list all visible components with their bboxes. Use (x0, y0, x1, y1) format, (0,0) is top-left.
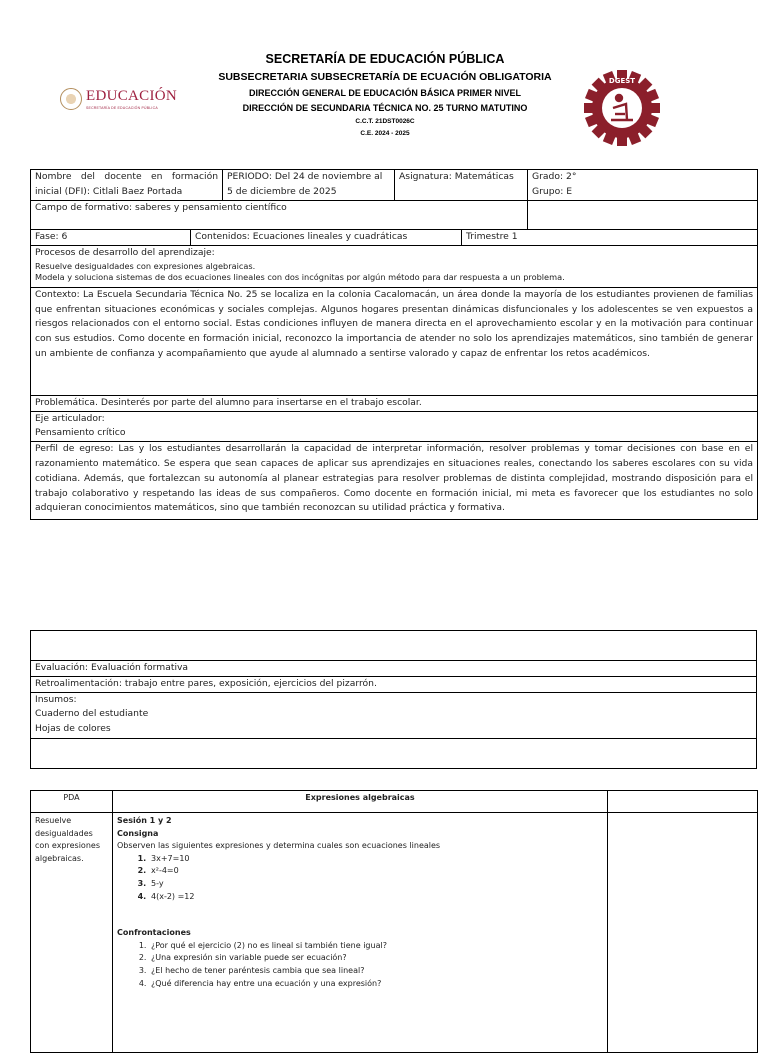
list-item: 2. ¿Una expresión sin variable puede ser ecuación? (149, 952, 603, 965)
empty-row (31, 631, 757, 661)
list-item: 3. ¿El hecho de tener paréntesis cambia que sea lineal? (149, 965, 603, 978)
list-item: 1. 3x+7=10 (149, 853, 603, 866)
session-cell (113, 813, 608, 1053)
expressions-list (117, 853, 603, 903)
sep-logo (56, 84, 178, 118)
pda-table (30, 790, 758, 1053)
session-title: Sesión 1 y 2 (117, 816, 172, 825)
consigna-title: Consigna (117, 828, 159, 838)
list-item: 4. 4(x-2) =12 (149, 891, 603, 904)
group-text: Grupo: E (532, 185, 573, 197)
header-line-1: SECRETARÍA DE EDUCACIÓN PÚBLICA (265, 52, 505, 66)
learning-process-2: Modela y soluciona sistemas de dos ecuaciones lineales con dos incógnitas por algún método para dar respuesta a un problema. (35, 272, 565, 283)
input-item: Cuaderno del estudiante (35, 708, 149, 720)
feedback-cell: Retroalimentación: trabajo entre pares, exposición, ejercicios del pizarrón. (31, 676, 757, 692)
teacher-name-cell: Nombre del docente en formación inicial (DFI): Citlali Baez Portada (31, 170, 223, 201)
empty-header (608, 791, 758, 813)
header-line-3: DIRECCIÓN GENERAL DE EDUCACIÓN BÁSICA PRIMER NIVEL (248, 88, 522, 98)
confrontations-title: Confrontaciones (117, 928, 191, 938)
graduate-profile-cell: Perfil de egreso: Las y los estudiantes desarrollarán la capacidad de interpretar información, resolver problemas y tomar decisiones con base en el razonamiento matemático. Se espera que sean capaces de aplicar sus aprendizajes en situaciones reales, conectando los saberes escolares con su vida cotidiana. Además, que fortalezcan su autonomía al planear estrategias para resolver problemas de distinta complejidad, mostrando disposición para el trabajo colaborativo y respetando las ideas de sus compañeros. Como docente en formación inicial, mi meta es favorecer que los estudiantes no solo adquieran conocimientos matemáticos, sino que también reconozcan su utilidad práctica y formativa. (31, 442, 758, 520)
dgest-logo-text: DGEST (608, 77, 636, 85)
list-item: 2. x²-4=0 (149, 865, 603, 878)
subject-cell: Asignatura: Matemáticas (395, 170, 528, 201)
header-line-2: SUBSECRETARIA SUBSECRETARÍA DE ECUACIÓN OBLIGATORIA (218, 71, 552, 83)
articulating-axis-cell (31, 411, 758, 442)
inputs-cell (31, 692, 757, 738)
learning-processes-title: Procesos de desarrollo del aprendizaje: (35, 246, 215, 258)
document-header (0, 0, 768, 160)
dgest-gear-logo (582, 68, 662, 148)
grade-group-cell (528, 170, 758, 201)
inputs-title: Insumos: (35, 693, 77, 705)
evaluation-table (30, 630, 757, 769)
evaluation-cell: Evaluación: Evaluación formativa (31, 661, 757, 677)
header-cct: C.C.T. 21DST0026C (355, 118, 415, 125)
empty-row (31, 738, 757, 768)
sep-logo-subtext: SECRETARÍA DE EDUCACIÓN PÚBLICA (86, 106, 158, 110)
instruction-text: Observen las siguientes expresiones y determina cuales son ecuaciones lineales (117, 841, 441, 851)
problem-cell: Problemática. Desinterés por parte del alumno para insertarse en el trabajo escolar. (31, 395, 758, 411)
formative-field-cell: Campo de formativo: saberes y pensamiento científico (31, 201, 528, 230)
sep-logo-text: EDUCACIÓN (86, 88, 178, 104)
contents-cell: Contenidos: Ecuaciones lineales y cuadráticas (191, 230, 462, 246)
pda-text-cell: Resuelve desigualdades con expresiones algebraicas. (31, 813, 113, 1053)
period-cell: PERIODO: Del 24 de noviembre al 5 de diciembre de 2025 (223, 170, 395, 201)
learning-processes-cell (31, 245, 758, 287)
trimester-cell: Trimestre 1 (462, 230, 758, 246)
header-ce: C.E. 2024 - 2025 (360, 130, 410, 137)
list-item: 4. ¿Qué diferencia hay entre una ecuación y una expresión? (149, 978, 603, 991)
context-cell: Contexto: La Escuela Secundaria Técnica No. 25 se localiza en la colonia Cacalomacán, un área donde la mayoría de los estudiantes provienen de familias que enfrentan situaciones económicas y sociales complejas. Algunos hogares presentan dinámicas disfuncionales y los adolescentes se ven expuestos a riesgos relacionados con el entorno social. Estas condiciones influyen de manera directa en el aprovechamiento escolar y en la motivación para continuar con sus estudios. Como docente en formación inicial, reconozco la importancia de atender no solo los aprendizajes matemáticos, sino también de generar un ambiente de confianza y acompañamiento que ayude al alumnado a sentirse valorado y capaz de enfrentar los retos académicos. (31, 287, 758, 395)
list-item: 3. 5-y (149, 878, 603, 891)
empty-cell (528, 201, 758, 230)
header-line-4: DIRECCIÓN DE SECUNDARIA TÉCNICA NO. 25 TURNO MATUTINO (242, 103, 528, 113)
empty-cell (608, 813, 758, 1053)
axis-title: Eje articulador: (35, 412, 105, 424)
grade-text: Grado: 2° (532, 171, 577, 182)
input-item: Hojas de colores (35, 723, 111, 735)
pda-header: PDA (31, 791, 113, 813)
phase-cell: Fase: 6 (31, 230, 191, 246)
questions-list (117, 940, 603, 990)
axis-value: Pensamiento crítico (35, 427, 126, 439)
algebraic-expressions-header: Expresiones algebraicas (113, 791, 608, 813)
national-seal-icon (60, 88, 82, 110)
learning-process-1: Resuelve desigualdades con expresiones algebraicas. (35, 260, 256, 271)
planning-info-table (30, 169, 758, 520)
list-item: 1. ¿Por qué el ejercicio (2) no es lineal si también tiene igual? (149, 940, 603, 953)
